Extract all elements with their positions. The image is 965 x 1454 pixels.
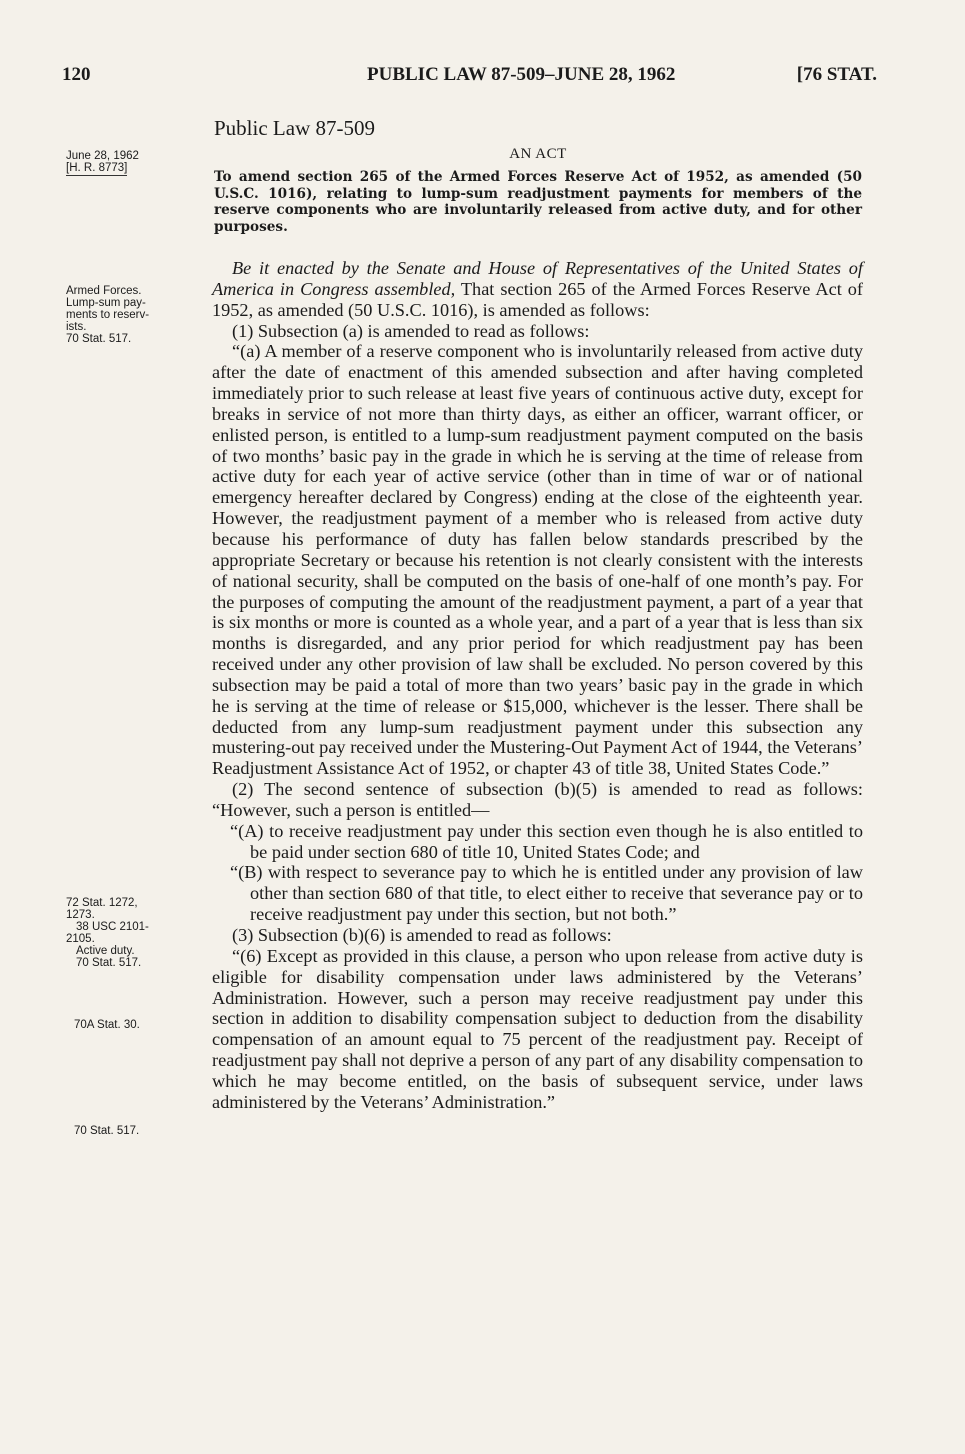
margin-citation: 70 Stat. 517. (74, 1125, 140, 1137)
subsection-b6-text: “(6) Except as provided in this clause, a person who upon release from active duty is eligible for disability compensation under laws administered by the Veterans’ Administration. However, such a person may receive readjustment pay under this section in addition to disability compensation subject to deduction from the disability compensation of an amount equal to 75 percent of the readjustment pay. Receipt of readjustment pay shall not deprive a person of any part of any disability compensation to which he may become entitled, on the basis of subsequent service, under laws administered by the Veterans’ Administration.” (212, 945, 863, 1112)
margin-subject-line: ments to reserv- (66, 309, 150, 321)
margin-note-subject (66, 285, 201, 345)
margin-subject-line: Lump-sum pay- (66, 297, 146, 309)
margin-subject-line: Active duty. (76, 945, 135, 957)
act-body (212, 258, 863, 1113)
margin-citation: 38 USC 2101- (76, 921, 149, 933)
act-purpose: To amend section 265 of the Armed Forces Reserve Act of 1952, as amended (50 U.S.C. 1016), relating to lump-sum readjustment payments for members of the reserve components who are involuntarily released from active duty, and for other purposes. (214, 169, 862, 235)
clause-a: “(A) to receive readjustment pay under this section even though he is also entitled to be paid under section 680 of title 10, United States Code; and (230, 820, 863, 862)
act-heading: AN ACT (509, 146, 567, 162)
margin-note-title10 (66, 1019, 209, 1031)
enacting-clause (212, 258, 863, 321)
page-header (62, 64, 877, 90)
paragraph-1: (1) Subsection (a) is amended to read as follows: (232, 320, 590, 341)
bill-number: [H. R. 8773] (66, 162, 128, 174)
margin-citation: 72 Stat. 1272, (66, 897, 138, 909)
running-title: PUBLIC LAW 87-509–JUNE 28, 1962 (367, 64, 676, 85)
paragraph-3: (3) Subsection (b)(6) is amended to read as follows: (232, 925, 612, 945)
subsection-a-text: “(a) A member of a reserve component who is involuntarily released from active duty after the date of enactment of this amended subsection and after having completed immediately prior to such release at least five years of continuous active duty, except for breaks in service of not more than thirty days, as either an officer, warrant officer, or enlisted person, is entitled to a lump-sum readjustment payment computed on the basis of two months’ basic pay in the grade in which he is serving at the time of release from active duty for each year of active service (other than in time of war or of national emergency hereafter declared by Congress) ending at the close of the eighteenth year. However, the readjustment payment of a member who is released from active duty because his performance of duty has fallen below standards prescribed by the appropriate Secretary or because his retention is not clearly consistent with the interests of national security, shall be computed on the basis of one-half of one month’s pay. For the purposes of computing the amount of the readjustment payment, a part of a year that is six months or more is counted as a whole year, and a part of a year that is less than six months is disregarded, and any prior period for which readjustment pay has been received under any other provision of law shall be excluded. No person covered by this subsection may be paid a total of more than two years’ basic pay in the grade in which he is serving at the time of release or $15,000, whichever is the lesser. There shall be deducted from any lump-sum readjustment payment under this subsection any mustering-out pay received under the Mustering-Out Payment Act of 1944, the Veterans’ Readjustment Assistance Act of 1952, or chapter 43 of title 38, United States Code.” (212, 341, 863, 779)
margin-citation: 2105. (66, 933, 95, 945)
law-title: Public Law 87-509 (214, 116, 375, 140)
enactment-date: June 28, 1962 (66, 150, 139, 162)
margin-subject-line: ists. (66, 321, 87, 333)
enacting-text: That section 265 of the Armed Forces Reserve Act of 1952, as amended (50 U.S.C. 1016), is amended as follows: (212, 278, 863, 320)
enacting-formula: Be it enacted by the Senate and House of Representatives of the United States of America in Congress assembled, (212, 258, 863, 299)
page-number: 120 (62, 64, 91, 85)
paragraph-2: (2) The second sentence of subsection (b)(5) is amended to read as follows: “However, such a person is entitled— (212, 779, 863, 820)
margin-note-date (66, 150, 201, 176)
margin-note-subsection (66, 1125, 209, 1137)
margin-citation: 70 Stat. 517. (66, 333, 132, 345)
margin-subject-line: Armed Forces. (66, 285, 142, 297)
volume-reference: [76 STAT. (796, 64, 877, 85)
margin-note-citations (66, 897, 201, 969)
margin-citation: 70A Stat. 30. (74, 1019, 140, 1031)
margin-citation: 1273. (66, 909, 95, 921)
margin-citation: 70 Stat. 517. (76, 957, 142, 969)
clause-b: “(B) with respect to severance pay to which he is entitled under any provision of law other than section 680 of that title, to elect either to receive that severance pay or to receive readjustment pay under this section, but not both.” (230, 862, 863, 925)
